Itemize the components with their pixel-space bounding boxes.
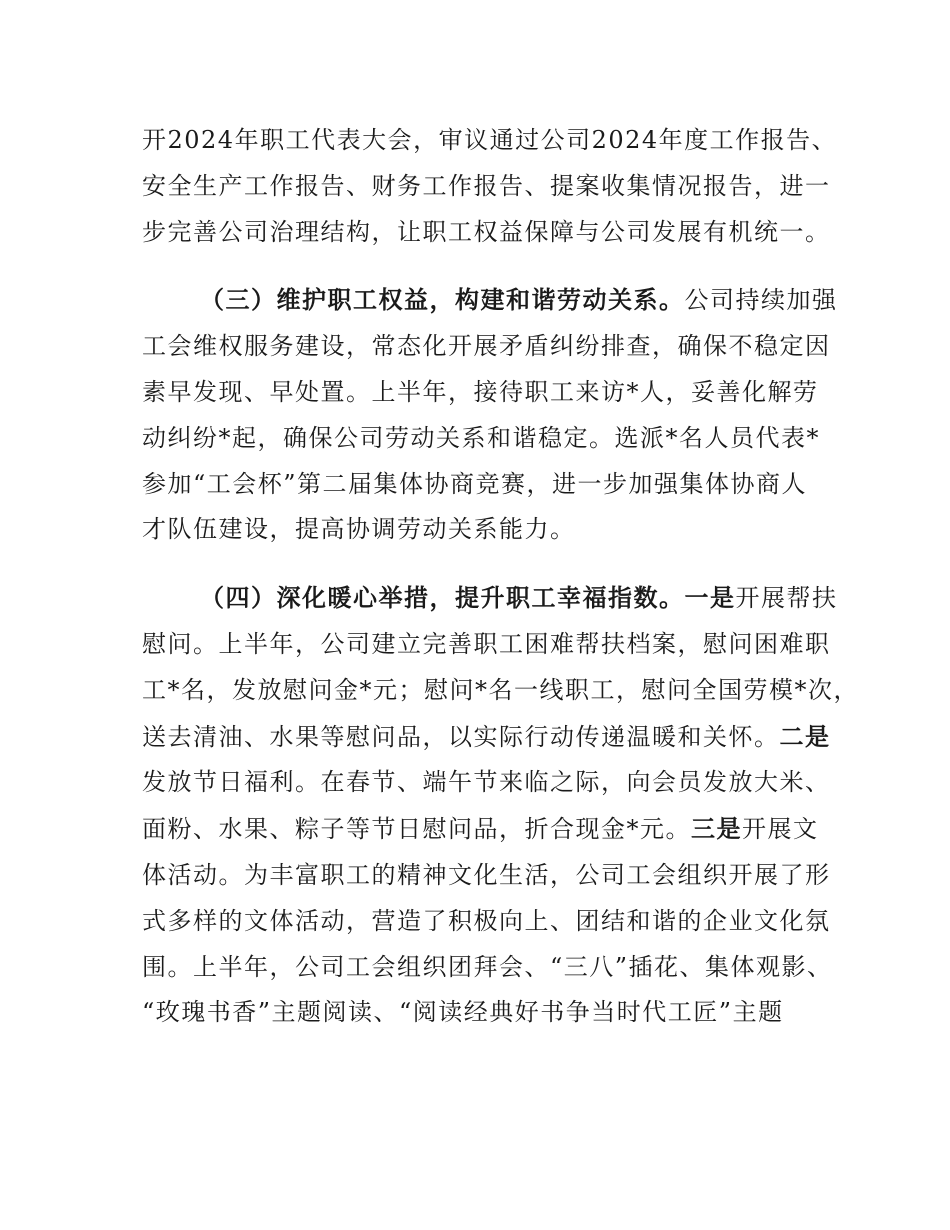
text-line: 素早发现、早处置。上半年，接待职工来访*人，妥善化解劳 (142, 377, 819, 406)
text-line (142, 575, 838, 622)
text-line: 工*名，发放慰问金*元；慰问*名一线职工，慰问全国劳模*次， (142, 675, 859, 704)
text-line: 开2024年职工代表大会，审议通过公司2024年度工作报告、 (142, 126, 838, 154)
point-2-label: 二是 (779, 721, 831, 751)
text-line (142, 806, 822, 853)
text-span: 开展帮扶 (735, 584, 838, 613)
text-line: 才队伍建设，提高协调劳动关系能力。 (142, 515, 576, 544)
text-span: 送去清油、水果等慰问品，以实际行动传递温暖和关怀。 (142, 722, 780, 751)
section-3-heading: （三）维护职工权益，构建和谐劳动关系。 (200, 285, 685, 315)
point-3-label: 三是 (691, 814, 742, 844)
text-span: 公司持续加强 (684, 286, 838, 315)
text-line: 慰问。上半年，公司建立完善职工困难帮扶档案，慰问困难职 (142, 629, 831, 658)
text-line: 围。上半年，公司工会组织团拜会、“三八”插花、集体观影、 (142, 952, 833, 981)
text-line (142, 277, 838, 324)
text-line: 安全生产工作报告、财务工作报告、提案收集情况报告，进一 (142, 171, 831, 200)
paragraph-section-4 (142, 575, 859, 1036)
text-line: 步完善公司治理结构，让职工权益保障与公司发展有机统一。 (142, 217, 831, 246)
point-1-label: 一是 (684, 583, 736, 613)
text-span: 面粉、水果、粽子等节日慰问品，折合现金*元。 (142, 815, 691, 844)
text-line (142, 714, 831, 761)
text-line: “玫瑰书香”主题阅读、“阅读经典好书争当时代工匠”主题 (142, 998, 784, 1027)
paragraph-section-3 (142, 277, 838, 553)
text-line: 参加“工会杯”第二届集体协商竞赛，进一步加强集体协商人 (142, 469, 808, 498)
section-4-heading: （四）深化暖心举措，提升职工幸福指数。 (200, 583, 685, 613)
text-line: 体活动。为丰富职工的精神文化生活，公司工会组织开展了形 (142, 860, 831, 889)
text-line: 发放节日福利。在春节、端午节来临之际，向会员发放大米、 (142, 768, 831, 797)
document-page (142, 118, 859, 1036)
text-line: 动纠纷*起，确保公司劳动关系和谐稳定。选派*名人员代表* (142, 423, 820, 452)
text-span: 开展文 (742, 815, 819, 844)
paragraph-congress (142, 118, 838, 255)
text-line: 工会维权服务建设，常态化开展矛盾纠纷排查，确保不稳定因 (142, 332, 831, 361)
text-line: 式多样的文体活动，营造了积极向上、团结和谐的企业文化氛 (142, 906, 831, 935)
